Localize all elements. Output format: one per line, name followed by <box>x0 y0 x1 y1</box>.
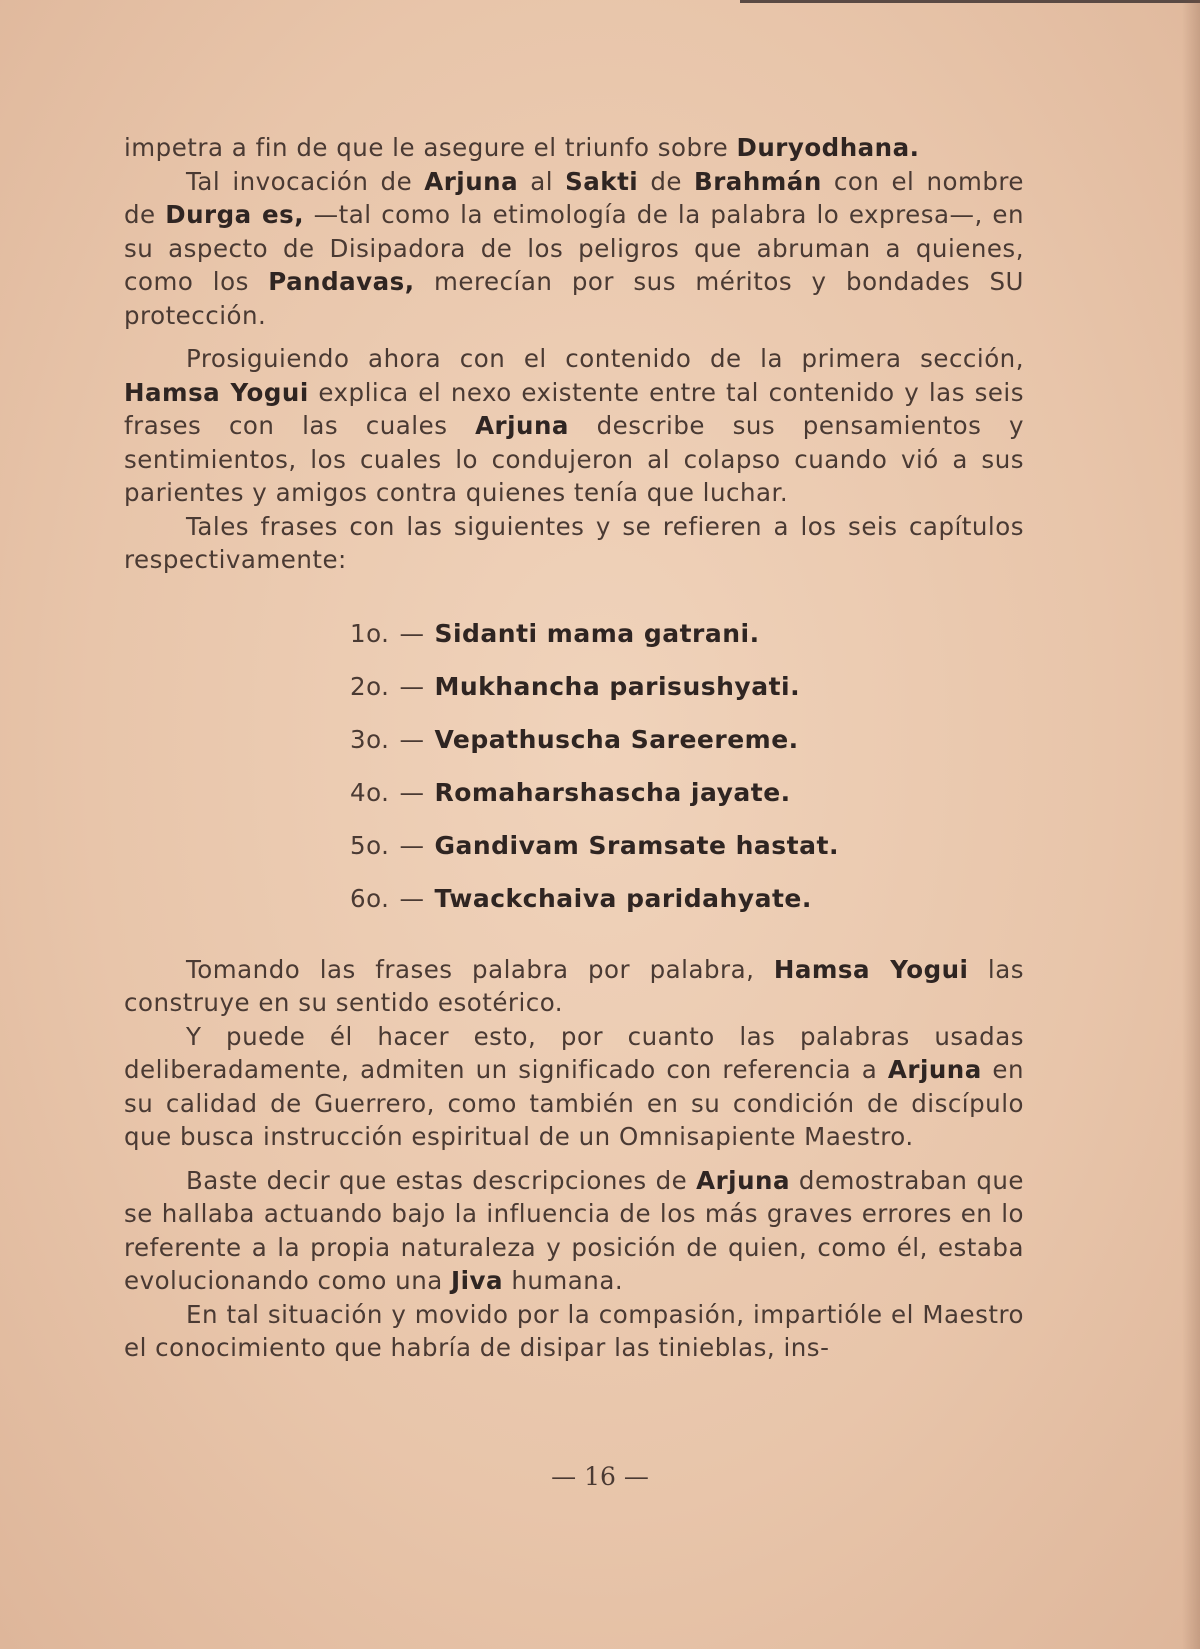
paragraph-8: En tal situación y movido por la compasión, impartióle el Maestro el conocimiento que habría de disipar las tinieblas, ins- <box>124 1299 1024 1362</box>
page-edge-shadow <box>1182 0 1200 1649</box>
page-number: — 16 — <box>551 1462 649 1491</box>
phrase-list <box>124 607 1024 925</box>
phrase-item-6: 6o. — Twackchaiva paridahyate. <box>350 883 812 913</box>
paragraph-1: impetra a fin de que le asegure el triunfo sobre Duryodhana. <box>124 133 920 162</box>
paragraph-4: Tales frases con las siguientes y se refieren a los seis capítulos respectivamente: <box>124 511 1024 574</box>
phrase-item-4: 4o. — Romaharshascha jayate. <box>350 777 791 807</box>
paragraph-3: Prosiguiendo ahora con el contenido de la primera sección, Hamsa Yogui explica el nexo existente entre tal contenido y las seis frases con las cuales Arjuna describe sus pensamientos y sentimientos, los cuales lo condujeron al colapso cuando vió a sus parientes y amigos contra quienes tenía que luchar. <box>124 344 1024 507</box>
phrase-item-1: 1o. — Sidanti mama gatrani. <box>350 618 760 648</box>
paragraph-6: Y puede él hacer esto, por cuanto las palabras usadas deliberadamente, admiten un significado con referencia a Arjuna en su calidad de Guerrero, como también en su condición de discípulo que busca instrucción espiritual de un Omnisapiente Maestro. <box>124 1021 1024 1151</box>
body-text <box>124 131 1024 1365</box>
paragraph-5: Tomando las frases palabra por palabra, Hamsa Yogui las construye en su sentido esotérico. <box>124 954 1024 1017</box>
top-edge-rule <box>740 0 1200 3</box>
paragraph-7: Baste decir que estas descripciones de Arjuna demostraban que se hallaba actuando bajo la influencia de los más graves errores en lo referente a la propia naturaleza y posición de quien, como él, estaba evolucionando como una Jiva humana. <box>124 1165 1025 1295</box>
phrase-item-3: 3o. — Vepathuscha Sareereme. <box>350 724 799 754</box>
paragraph-2: Tal invocación de Arjuna al Sakti de Brahmán con el nombre de Durga es, —tal como la etimología de la palabra lo expresa—, en su aspecto de Disipadora de los peligros que abruman a quienes, como los Pandavas, merecían por sus méritos y bondades SU protección. <box>124 166 1024 330</box>
phrase-item-2: 2o. — Mukhancha parisushyati. <box>350 671 801 701</box>
phrase-item-5: 5o. — Gandivam Sramsate hastat. <box>350 830 839 860</box>
